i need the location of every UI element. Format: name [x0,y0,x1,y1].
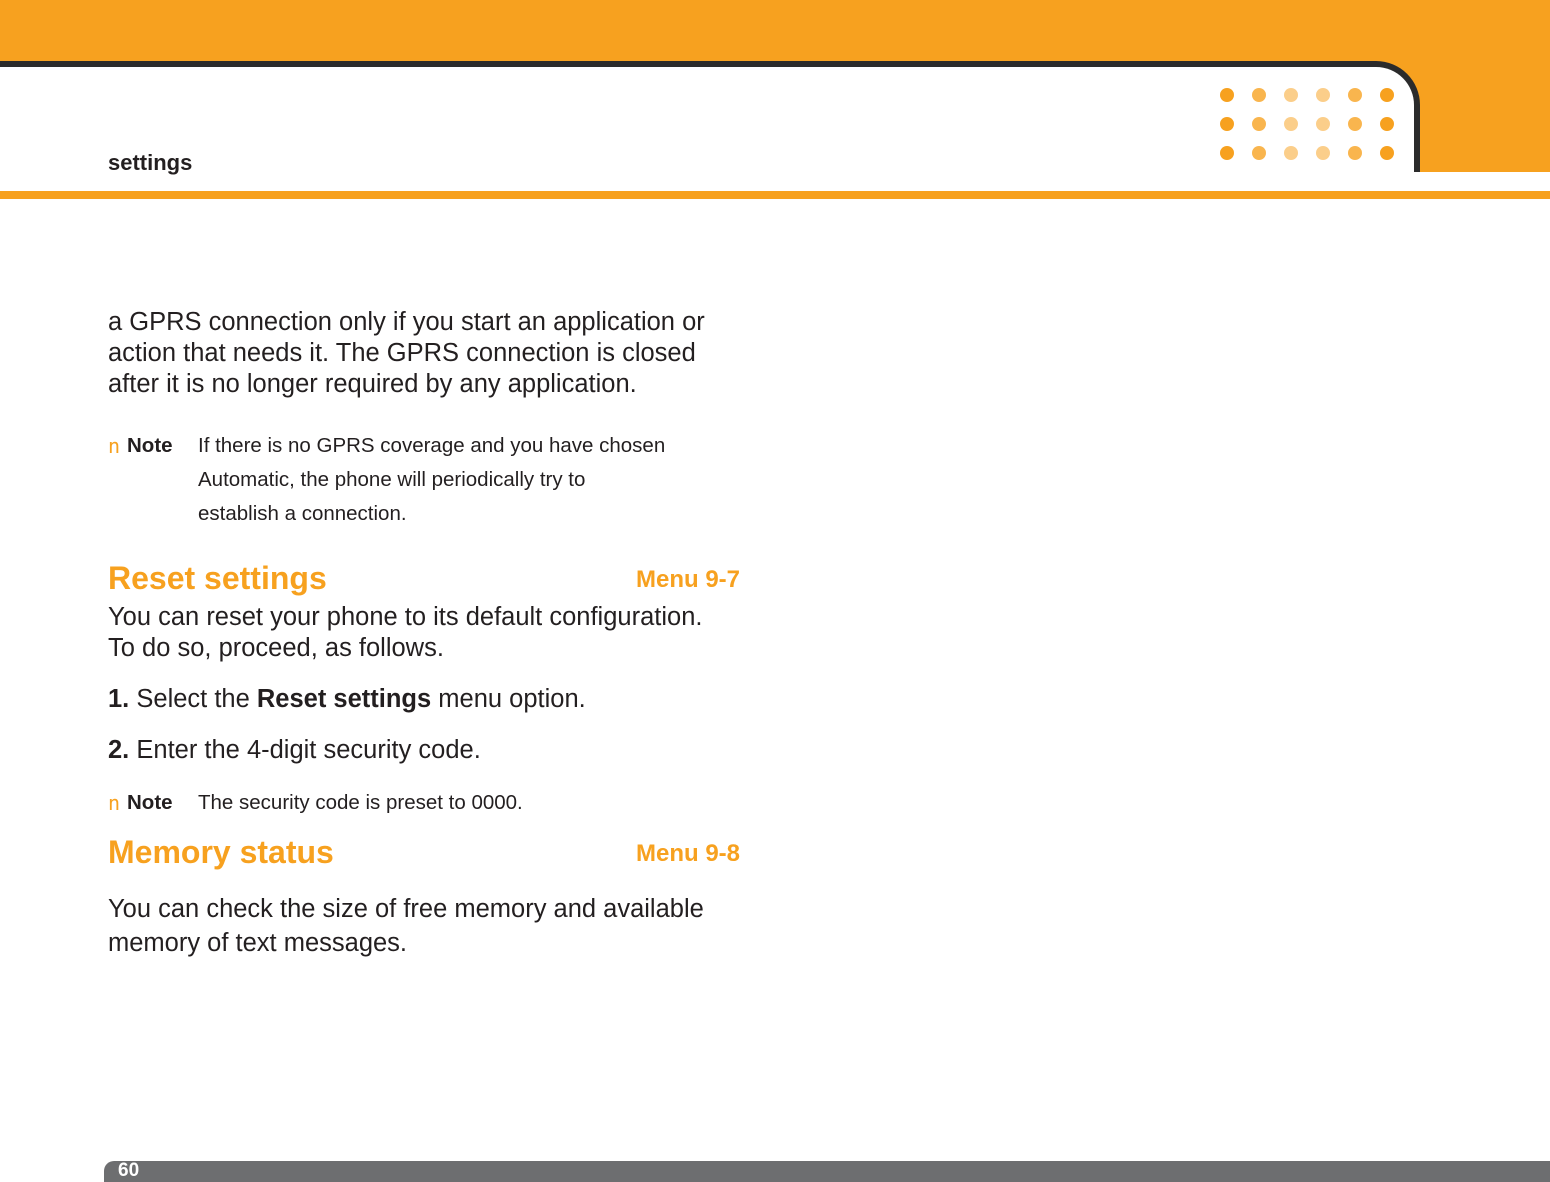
decorative-dot [1316,88,1330,102]
note-label: Note [127,791,173,814]
section-label: settings [108,150,193,175]
decorative-dot-grid [1220,88,1395,163]
step-text-pre: Enter the 4-digit security code. [136,736,481,764]
note-text: If there is no GPRS coverage and you have chosen Automatic, the phone will periodically try to establish a connection. [198,434,666,525]
decorative-dot [1316,117,1330,131]
note-bullet-icon: n [108,791,121,815]
memory-description: You can check the size of free memory and available memory of text messages. [108,895,704,957]
decorative-dot [1220,117,1234,131]
decorative-dot [1284,117,1298,131]
note-text: The security code is preset to 0000. [198,791,523,814]
note-security-code [108,786,748,820]
note-bullet-icon: n [108,434,121,458]
page-header [0,0,1550,200]
decorative-dot [1252,117,1266,131]
section-title: Reset settings [108,560,327,596]
decorative-dot [1348,146,1362,160]
step-text-pre: Select the [136,685,257,713]
menu-code: Menu 9-7 [635,566,740,593]
decorative-dot [1284,88,1298,102]
note-gprs [108,429,748,531]
decorative-dot [1284,146,1298,160]
decorative-dot [1220,88,1234,102]
decorative-dot [1380,146,1394,160]
decorative-dot [1316,146,1330,160]
step-item [108,684,748,715]
decorative-dot [1252,146,1266,160]
decorative-dot [1380,117,1394,131]
step-item [108,735,748,766]
step-number: 1. [108,685,130,713]
memory-status-heading [108,832,740,872]
intro-paragraph: a GPRS connection only if you start an application or action that needs it. The GPRS connection is closed after it is no longer required by any application. [108,308,705,398]
step-number: 2. [108,736,130,764]
reset-settings-heading [108,558,740,598]
decorative-dot [1348,88,1362,102]
step-text-post: menu option. [431,685,586,713]
decorative-dot [1220,146,1234,160]
menu-code: Menu 9-8 [635,840,740,867]
note-label: Note [127,434,173,457]
reset-description: You can reset your phone to its default configuration. To do so, proceed, as follows. [108,603,703,662]
decorative-dot [1380,88,1394,102]
decorative-dot [1348,117,1362,131]
header-white-strip [0,172,1550,191]
step-text-bold: Reset settings [256,685,432,713]
page-number: 60 [118,1160,140,1181]
footer-bar [104,1161,1550,1182]
section-title: Memory status [108,834,334,870]
decorative-dot [1252,88,1266,102]
